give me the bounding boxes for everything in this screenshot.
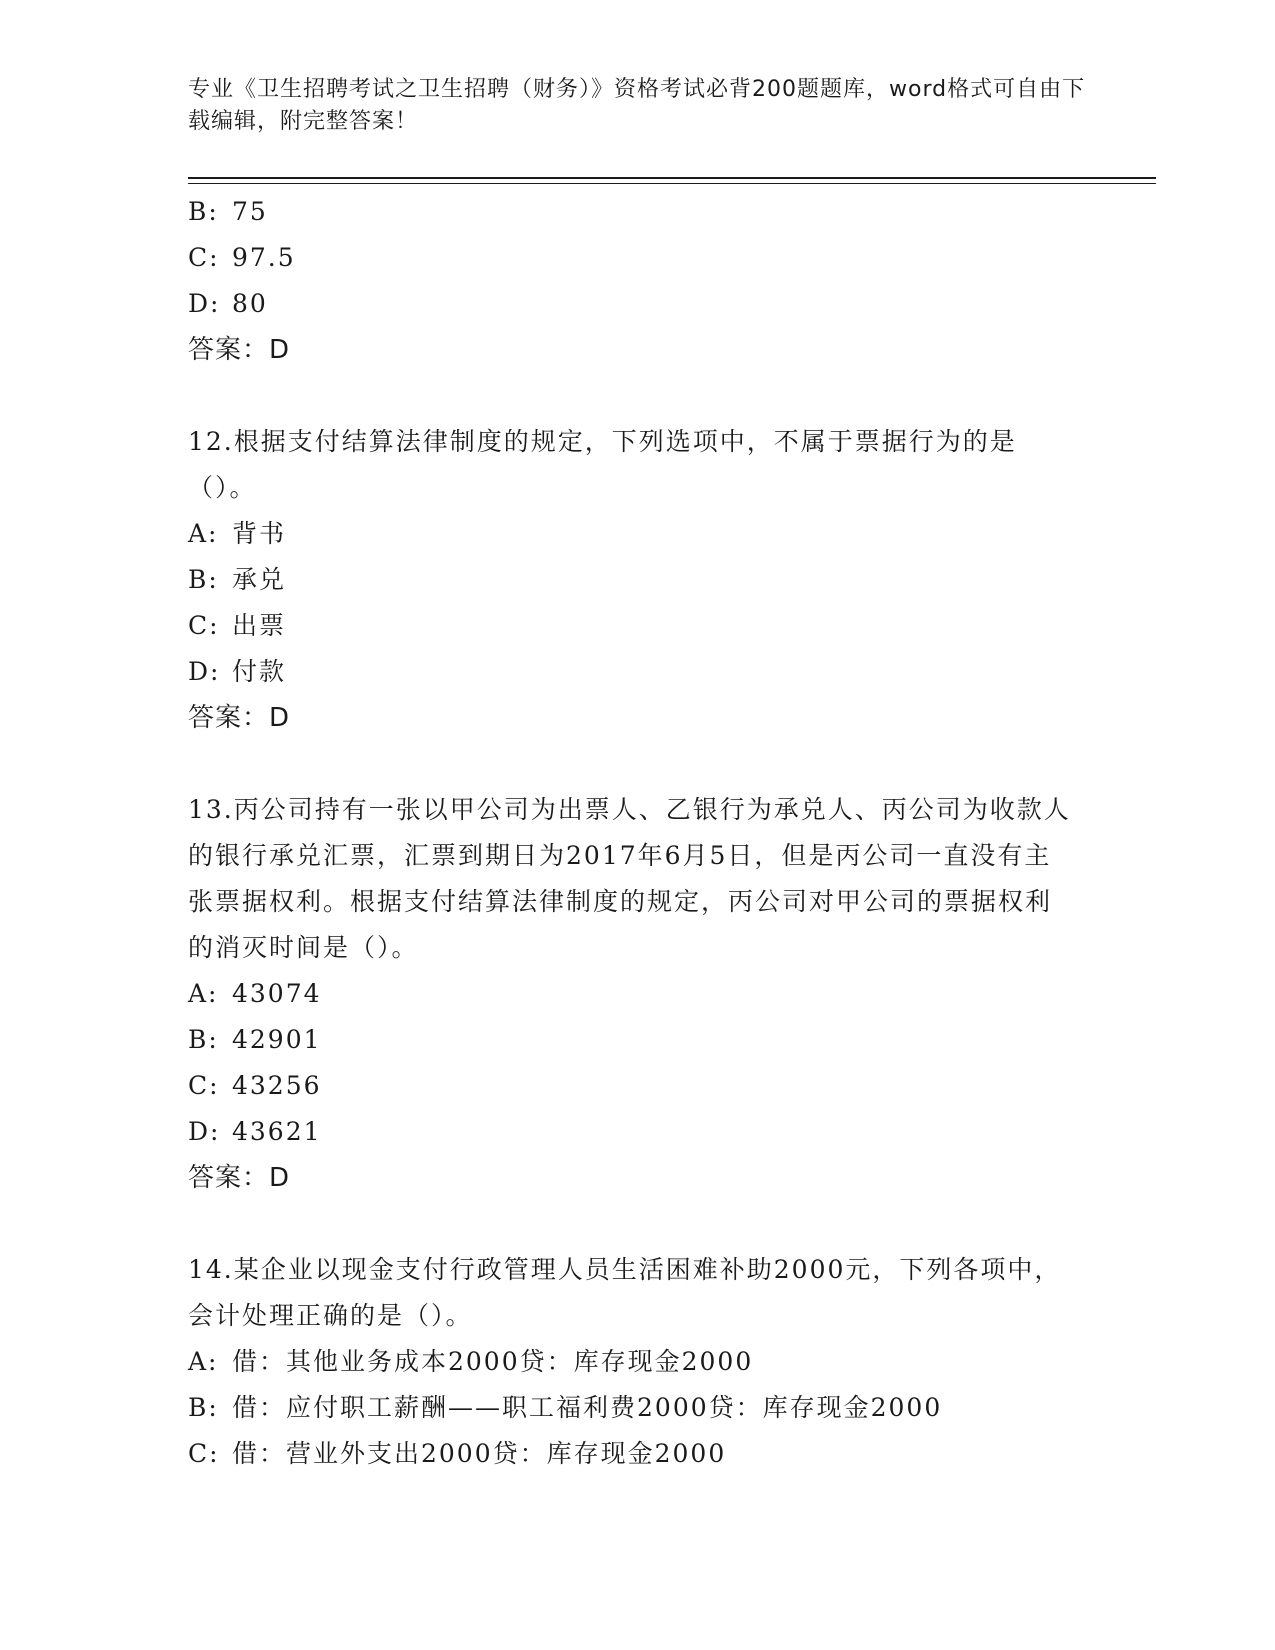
question-block-14	[188, 1247, 1078, 1477]
option-a: A: 43074	[188, 979, 322, 1008]
answer-line: 答案：D	[188, 1163, 291, 1193]
option-c: C: 97.5	[188, 243, 296, 272]
answer-line: 答案：D	[188, 335, 291, 365]
document-header	[188, 74, 1088, 138]
question-text: 12.根据支付结算法律制度的规定，下列选项中，不属于票据行为的是（）。	[188, 427, 1017, 502]
question-block-11	[188, 189, 1078, 373]
option-c: C: 43256	[188, 1071, 322, 1100]
question-text: 14.某企业以现金支付行政管理人员生活困难补助2000元，下列各项中，会计处理正确的是（）。	[188, 1255, 1062, 1330]
question-block-13	[188, 787, 1078, 1201]
option-c: C: 出票	[188, 611, 287, 640]
question-text: 13.丙公司持有一张以甲公司为出票人、乙银行为承兑人、丙公司为收款人的银行承兑汇票，汇票到期日为2017年6月5日，但是丙公司一直没有主张票据权利。根据支付结算法律制度的规定，丙公司对甲公司的票据权利的消灭时间是（）。	[188, 795, 1071, 962]
option-a: A: 借：其他业务成本2000贷：库存现金2000	[188, 1347, 754, 1376]
option-d: D: 80	[188, 289, 268, 318]
header-divider-thin	[188, 183, 1156, 184]
answer-line: 答案：D	[188, 703, 291, 733]
option-d: D: 43621	[188, 1117, 322, 1146]
option-b: B: 75	[188, 197, 268, 226]
option-b: B: 借：应付职工薪酬——职工福利费2000贷：库存现金2000	[188, 1393, 943, 1422]
option-b: B: 承兑	[188, 565, 287, 594]
option-c: C: 借：营业外支出2000贷：库存现金2000	[188, 1439, 727, 1468]
option-a: A: 背书	[188, 519, 287, 548]
option-d: D: 付款	[188, 657, 287, 686]
option-b: B: 42901	[188, 1025, 322, 1054]
header-divider-thick	[188, 177, 1156, 179]
header-text: 专业《卫生招聘考试之卫生招聘（财务）》资格考试必背200题题库，word格式可自由下载编辑，附完整答案！	[188, 77, 1086, 134]
question-block-12	[188, 419, 1078, 741]
question-list	[188, 189, 1078, 1477]
